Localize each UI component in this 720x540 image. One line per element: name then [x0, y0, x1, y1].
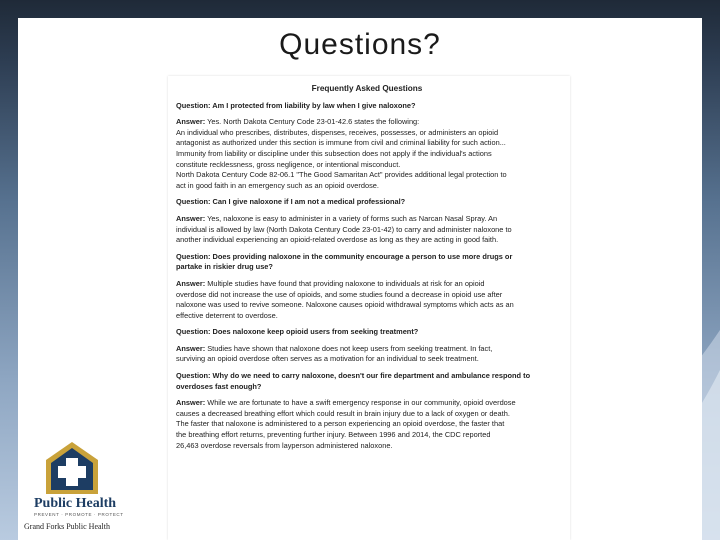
faq-line — [176, 344, 558, 355]
faq-line — [176, 279, 558, 290]
faq-line: The faster that naloxone is administered to a person experiencing an opioid overdose, the faster that — [176, 419, 505, 429]
answer-label: Answer: — [176, 213, 206, 223]
faq-line: individual is allowed by law (North Dakota Century Code 23-01-42) to carry and administer naloxone to — [176, 224, 512, 234]
faq-line: Studies have shown that naloxone does not keep users from seeking treatment. In fact, — [205, 343, 493, 353]
faq-answer — [176, 344, 558, 365]
public-health-emblem-icon — [42, 440, 102, 496]
faq-line: Yes. North Dakota Century Code 23-01-42.6 states the following: — [205, 117, 420, 127]
logo-main-text: Public Health — [34, 496, 117, 511]
faq-line: An individual who prescribes, distributes, dispenses, receives, possesses, or administers an opioid — [176, 127, 499, 137]
faq-heading: Frequently Asked Questions — [311, 84, 423, 93]
faq-line: While we are fortunate to have a swift emergency response in our community, opioid overdose — [205, 398, 516, 408]
faq-line: antagonist as authorized under this section is immune from civil and criminal liability for such action... — [176, 138, 506, 148]
faq-line: causes a decreased breathing effort which could result in brain injury due to a lack of oxygen or death. — [176, 408, 510, 418]
faq-content — [168, 76, 570, 451]
faq-line: surviving an opioid overdose often serves as a motivation for an individual to seek treatment. — [176, 354, 479, 364]
faq-line: Immunity from liability or discipline under this subsection does not apply if the individual's actions — [176, 148, 492, 158]
logo-tagline: PREVENT · PROMOTE · PROTECT — [34, 512, 124, 517]
faq-line: the breathing effort returns, preventing further injury. Between 1996 and 2014, the CDC reported — [176, 430, 491, 440]
faq-line: partake in riskier drug use? — [176, 262, 273, 272]
faq-line — [176, 117, 558, 128]
faq-line: Question: Why do we need to carry naloxone, doesn't our fire department and ambulance respond to — [176, 371, 531, 381]
faq-line: Question: Does naloxone keep opioid users from seeking treatment? — [176, 327, 419, 337]
faq-line: 26,463 overdose reversals from layperson administered naloxone. — [176, 440, 393, 450]
faq-question — [176, 327, 558, 338]
faq-answer — [176, 398, 558, 451]
faq-line: another individual experiencing an opioid-related overdose as long as they are acting in good faith. — [176, 235, 499, 245]
faq-line: Yes, naloxone is easy to administer in a variety of forms such as Narcan Nasal Spray. An — [205, 213, 498, 223]
slide-title: Questions? — [279, 28, 441, 61]
faq-line: North Dakota Century Code 82-06.1 "The Good Samaritan Act" provides additional legal protection to — [176, 170, 507, 180]
faq-answer — [176, 117, 558, 191]
faq-question — [176, 252, 558, 273]
faq-line: overdose did not increase the use of opioids, and some studies found a decrease in opioid use after — [176, 289, 503, 299]
faq-line: overdoses fast enough? — [176, 381, 262, 391]
faq-document — [168, 76, 570, 540]
faq-line — [176, 214, 558, 225]
answer-label: Answer: — [176, 278, 206, 288]
logo-subtitle: Grand Forks Public Health — [24, 522, 110, 531]
answer-label: Answer: — [176, 117, 206, 127]
faq-line: Question: Can I give naloxone if I am not a medical professional? — [176, 197, 406, 207]
faq-line: naloxone was used to revive someone. Naloxone causes opioid withdrawal symptoms which acts as an — [176, 300, 514, 310]
faq-line: act in good faith in an emergency such as an opioid overdose. — [176, 180, 379, 190]
public-health-logo — [24, 440, 144, 536]
faq-answer — [176, 214, 558, 246]
faq-question — [176, 371, 558, 392]
faq-line: Multiple studies have found that providing naloxone to individuals at risk for an opioid — [205, 278, 485, 288]
faq-question — [176, 197, 558, 208]
answer-label: Answer: — [176, 343, 206, 353]
faq-line: Question: Am I protected from liability by law when I give naloxone? — [176, 100, 416, 110]
faq-line: constitute recklessness, gross negligence, or intentional misconduct. — [176, 159, 401, 169]
faq-question — [176, 101, 558, 112]
answer-label: Answer: — [176, 398, 206, 408]
faq-answer — [176, 279, 558, 321]
faq-line: effective deterrent to overdose. — [176, 310, 278, 320]
faq-line: Question: Does providing naloxone in the community encourage a person to use more drugs or — [176, 251, 513, 261]
faq-line — [176, 398, 558, 409]
